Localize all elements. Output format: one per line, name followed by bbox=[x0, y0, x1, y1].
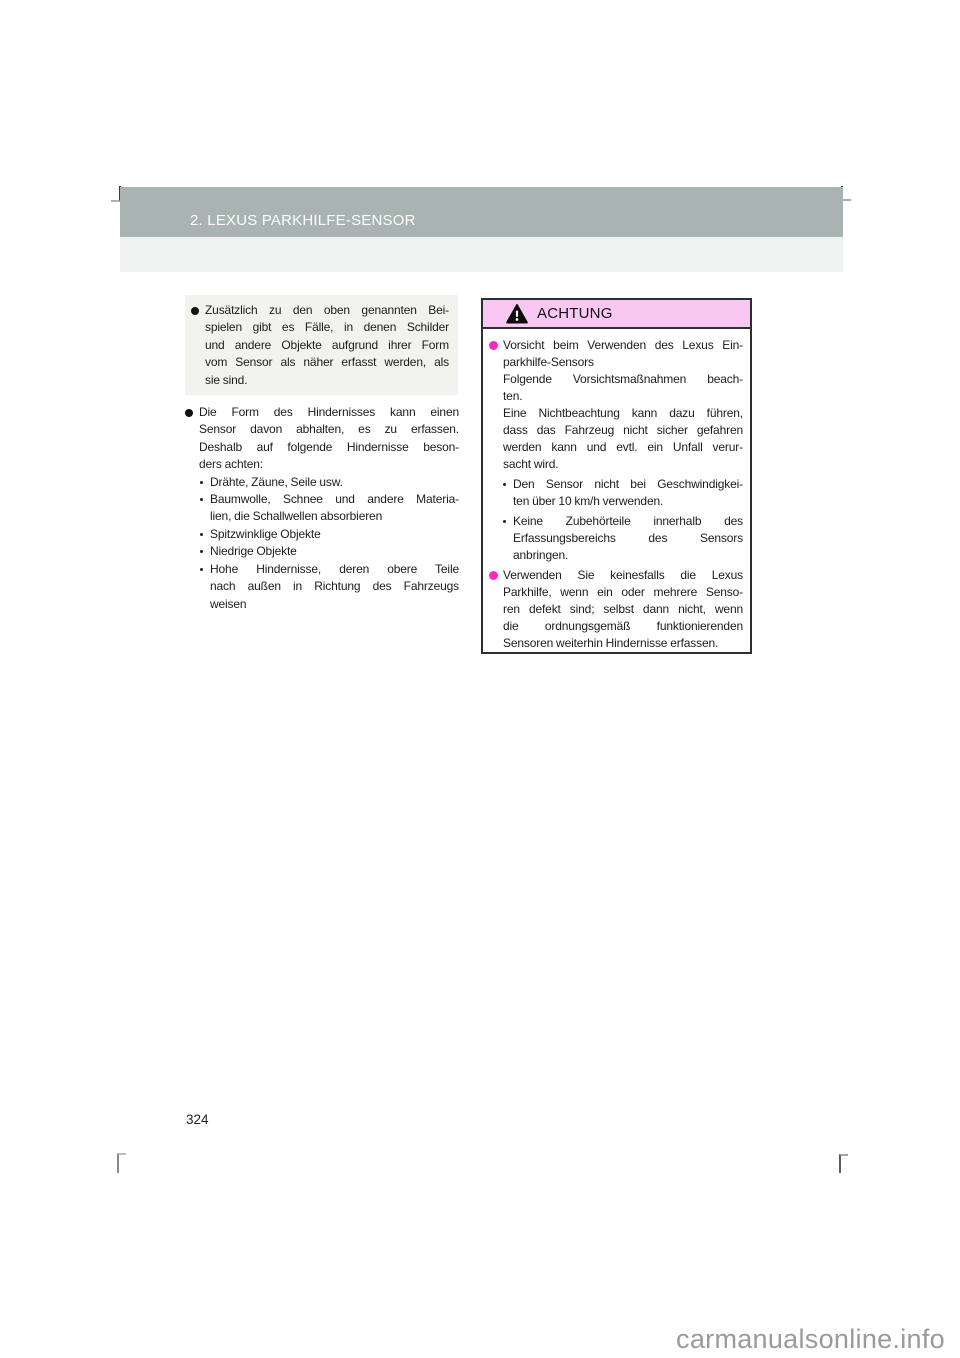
sub-bullet-icon bbox=[503, 476, 513, 486]
obstacle-shape-item bbox=[185, 404, 459, 474]
note-box-text: Zusätzlich zu den oben genannten Bei- spielen gibt es Fälle, in denen Schilder und andere Objekte aufgrund ihrer Form vom Sensor als näher erfasst werden, als sie sind. bbox=[205, 303, 449, 387]
chapter-header-band bbox=[120, 187, 843, 237]
note-box bbox=[185, 295, 458, 395]
page-number: 324 bbox=[186, 1112, 209, 1127]
caution-bullet-icon bbox=[489, 567, 503, 580]
sub-bullet-icon bbox=[200, 526, 210, 536]
list-item bbox=[200, 561, 459, 613]
obstacle-sub-list bbox=[200, 474, 459, 613]
caution-item bbox=[489, 337, 743, 473]
list-item bbox=[503, 476, 743, 510]
list-item-text: Drähte, Zäune, Seile usw. bbox=[210, 474, 343, 489]
list-item bbox=[200, 543, 459, 560]
list-item bbox=[200, 491, 459, 526]
caution-item-text: Vorsicht beim Verwenden des Lexus Ein- parkhilfe-Sensors Folgende Vorsichtsmaßnahmen beach- ten. Eine Nichtbeachtung kann dazu führen, dass das Fahrzeug nicht sicher gefahren werden kann und evtl. ein Unfall verur- sacht wird. bbox=[503, 338, 743, 471]
crop-mark-bottom-right-icon bbox=[839, 1154, 848, 1173]
list-item-text: Keine Zubehörteile innerhalb des Erfassungsbereichs des Sensors anbringen. bbox=[513, 514, 743, 562]
sub-bullet-icon bbox=[200, 561, 210, 571]
list-item bbox=[503, 513, 743, 564]
caution-bullet-icon bbox=[489, 337, 503, 350]
bullet-icon bbox=[191, 302, 205, 315]
caution-title: ACHTUNG bbox=[537, 305, 613, 322]
sub-bullet-icon bbox=[200, 474, 210, 484]
watermark: carmanualsonline.info bbox=[676, 1324, 945, 1354]
caution-body bbox=[483, 329, 750, 652]
subheader-band bbox=[120, 237, 843, 272]
list-item-text: Spitzwinklige Objekte bbox=[210, 526, 321, 541]
obstacle-shape-text: Die Form des Hindernisses kann einen Sensor davon abhalten, es zu erfassen. Deshalb auf folgende Hindernisse beson- ders achten: bbox=[199, 405, 459, 472]
list-item bbox=[200, 526, 459, 543]
sub-bullet-icon bbox=[200, 491, 210, 501]
chapter-title: 2. LEXUS PARKHILFE-SENSOR bbox=[190, 212, 416, 229]
left-column bbox=[185, 295, 459, 613]
sub-bullet-icon bbox=[503, 513, 513, 523]
caution-item bbox=[489, 567, 743, 652]
sub-bullet-icon bbox=[200, 543, 210, 553]
list-item-text: Den Sensor nicht bei Geschwindigkei- ten über 10 km/h verwenden. bbox=[513, 477, 743, 508]
list-item bbox=[200, 474, 459, 491]
bullet-icon bbox=[185, 404, 199, 417]
caution-header bbox=[483, 300, 750, 329]
list-item-text: Baumwolle, Schnee und andere Materia- lien, die Schallwellen absorbieren bbox=[210, 492, 459, 524]
list-item-text: Niedrige Objekte bbox=[210, 544, 297, 559]
list-item-text: Hohe Hindernisse, deren obere Teile nach außen in Richtung des Fahrzeugs weisen bbox=[210, 561, 459, 611]
caution-box bbox=[481, 298, 752, 654]
warning-triangle-icon bbox=[506, 304, 528, 324]
caution-sub-list bbox=[503, 476, 743, 564]
caution-item-text: Verwenden Sie keinesfalls die Lexus Parkhilfe, wenn ein oder mehrere Senso- ren defekt sind; selbst dann nicht, wenn die ordnungsgemäß funktionierenden Sensoren weiterhin Hindernisse erfassen. bbox=[503, 568, 743, 650]
crop-mark-bottom-left-icon bbox=[117, 1153, 126, 1173]
note-box-item bbox=[191, 302, 449, 389]
